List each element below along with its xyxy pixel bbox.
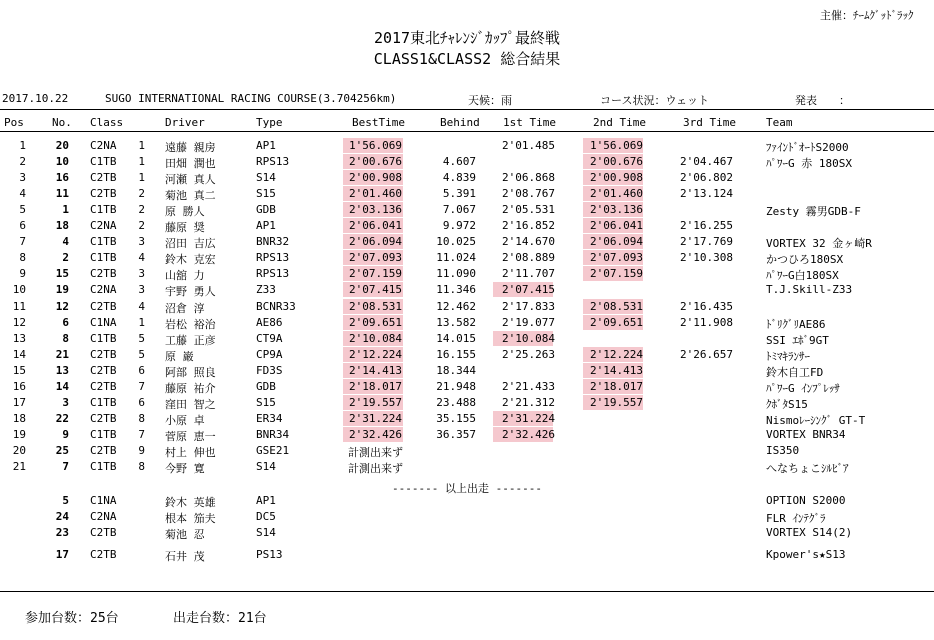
pos-cell: 7 <box>19 235 26 248</box>
type-cell: S15 <box>256 396 276 409</box>
driver-cell: 小原 卓 <box>165 414 205 427</box>
driver-cell: 宇野 勇人 <box>165 285 216 298</box>
pos-cell: 19 <box>12 428 26 441</box>
class-cell: C2TB <box>90 364 117 377</box>
third-time-cell: 2'13.124 <box>680 187 733 200</box>
first-time-cell: 2'07.415 <box>493 282 553 297</box>
first-time-cell <box>493 443 553 458</box>
first-time-cell: 2'08.889 <box>502 251 555 264</box>
best-time-cell: 2'31.224 <box>343 411 403 426</box>
team-cell: T.J.Skill-Z33 <box>766 283 853 296</box>
driver-cell: 菊池 忍 <box>165 528 205 541</box>
type-cell: AP1 <box>256 139 276 152</box>
team-cell: IS350 <box>766 444 800 457</box>
behind-cell: 11.024 <box>436 251 476 264</box>
car-number-cell: 25 <box>55 444 69 457</box>
team-cell: VORTEX 32 金ヶ崎R <box>766 237 872 250</box>
weather: 天候：雨 <box>468 94 512 107</box>
third-time-cell: 2'04.467 <box>680 155 733 168</box>
third-time-cell: 2'06.802 <box>680 171 733 184</box>
second-time-cell: 2'00.908 <box>583 170 643 185</box>
behind-cell: 12.462 <box>436 300 476 313</box>
car-number-cell: 15 <box>55 267 69 280</box>
car-number-cell: 1 <box>62 203 69 216</box>
second-time-cell <box>583 443 643 458</box>
first-time-cell: 2'11.707 <box>502 267 555 280</box>
driver-cell: 岩松 裕治 <box>165 318 216 331</box>
behind-cell: 9.972 <box>442 219 476 232</box>
second-time-cell: 2'12.224 <box>583 347 643 362</box>
header-no: No. <box>52 116 72 129</box>
pos-cell: 12 <box>12 316 26 329</box>
driver-cell: 菅原 恵一 <box>165 430 216 443</box>
car-number-cell: 6 <box>62 316 69 329</box>
team-cell: ﾌｧｲﾝﾄﾞｵｰﾄS2000 <box>766 141 849 154</box>
class-cell: C2NA <box>90 283 117 296</box>
pos-cell: 16 <box>12 380 26 393</box>
car-number-cell: 18 <box>55 219 69 232</box>
class-cell: C1TB <box>90 235 117 248</box>
pos-cell: 21 <box>12 460 26 473</box>
driver-cell: 田畑 潤也 <box>165 157 216 170</box>
third-time-cell: 2'17.769 <box>680 235 733 248</box>
second-time-cell: 2'19.557 <box>583 395 643 410</box>
team-cell: ﾊﾟﾜｰG ｲﾝﾌﾟﾚｯｻ <box>766 382 840 395</box>
car-number-cell: 17 <box>55 548 69 561</box>
type-cell: AP1 <box>256 219 276 232</box>
header-team: Team <box>766 116 793 129</box>
team-cell: ｸﾎﾞﾀS15 <box>766 398 808 411</box>
second-time-cell: 2'18.017 <box>583 379 643 394</box>
type-cell: S15 <box>256 187 276 200</box>
pos-cell: 2 <box>19 155 26 168</box>
second-time-cell <box>583 331 643 346</box>
first-time-cell: 2'08.767 <box>502 187 555 200</box>
team-cell: かつひろ180SX <box>766 253 844 266</box>
class-pos-cell: 1 <box>138 155 145 168</box>
car-number-cell: 20 <box>55 139 69 152</box>
announcement: 発表 ： <box>795 94 850 107</box>
team-cell: OPTION S2000 <box>766 494 846 507</box>
header-class: Class <box>90 116 124 129</box>
best-time-cell: 2'06.094 <box>343 234 403 249</box>
first-time-cell: 2'32.426 <box>493 427 553 442</box>
pos-cell: 13 <box>12 332 26 345</box>
class-cell: C1TB <box>90 251 117 264</box>
behind-cell: 4.607 <box>442 155 476 168</box>
team-cell: へなちょこｼﾙﾋﾞｱ <box>766 462 849 475</box>
class-cell: C1NA <box>90 494 117 507</box>
class-pos-cell: 3 <box>138 267 145 280</box>
car-number-cell: 8 <box>62 332 69 345</box>
car-number-cell: 5 <box>62 494 69 507</box>
first-time-cell: 2'16.852 <box>502 219 555 232</box>
class-cell: C2NA <box>90 510 117 523</box>
class-pos-cell: 4 <box>138 251 145 264</box>
behind-cell: 14.015 <box>436 332 476 345</box>
first-time-cell: 2'05.531 <box>502 203 555 216</box>
first-time-cell <box>493 363 553 378</box>
driver-cell: 藤原 奨 <box>165 221 205 234</box>
second-time-cell: 2'03.136 <box>583 202 643 217</box>
second-time-cell <box>583 459 643 474</box>
class-pos-cell: 2 <box>138 187 145 200</box>
team-cell: Nismoﾚｰｼﾝｸﾞ GT-T <box>766 414 866 427</box>
first-time-cell: 2'14.670 <box>502 235 555 248</box>
starters-separator: ------- 以上出走 ------- <box>392 482 542 495</box>
class-cell: C1NA <box>90 316 117 329</box>
second-time-cell <box>583 411 643 426</box>
car-number-cell: 10 <box>55 155 69 168</box>
course-condition: コース状況：ウェット <box>600 94 710 107</box>
team-cell: FLR ｲﾝﾃｸﾞﾗ <box>766 512 826 525</box>
best-time-cell: 1'56.069 <box>343 138 403 153</box>
car-number-cell: 9 <box>62 428 69 441</box>
driver-cell: 石井 茂 <box>165 550 205 563</box>
type-cell: AP1 <box>256 494 276 507</box>
first-time-cell <box>493 459 553 474</box>
second-time-cell: 2'07.159 <box>583 266 643 281</box>
class-cell: C1TB <box>90 332 117 345</box>
driver-cell: 今野 寛 <box>165 462 205 475</box>
car-number-cell: 16 <box>55 171 69 184</box>
pos-cell: 18 <box>12 412 26 425</box>
car-number-cell: 23 <box>55 526 69 539</box>
driver-cell: 藤原 祐介 <box>165 382 216 395</box>
team-cell: VORTEX S14(2) <box>766 526 853 539</box>
behind-cell: 16.155 <box>436 348 476 361</box>
header-best-time: BestTime <box>352 116 405 129</box>
class-pos-cell: 3 <box>138 235 145 248</box>
class-cell: C1TB <box>90 428 117 441</box>
third-time-cell: 2'26.657 <box>680 348 733 361</box>
driver-cell: 根本 笳夫 <box>165 512 216 525</box>
car-number-cell: 3 <box>62 396 69 409</box>
best-time-cell: 計測出来ず <box>348 446 403 459</box>
team-cell: 鈴木自工FD <box>766 366 824 379</box>
driver-cell: 阿部 照良 <box>165 366 216 379</box>
class-pos-cell: 8 <box>138 460 145 473</box>
behind-cell: 11.346 <box>436 283 476 296</box>
type-cell: BNR34 <box>256 428 290 441</box>
best-time-cell: 2'18.017 <box>343 379 403 394</box>
second-time-cell: 2'06.094 <box>583 234 643 249</box>
driver-cell: 鈴木 克宏 <box>165 253 216 266</box>
behind-cell: 11.090 <box>436 267 476 280</box>
first-time-cell: 2'21.433 <box>502 380 555 393</box>
best-time-cell: 2'12.224 <box>343 347 403 362</box>
driver-cell: 沼倉 淳 <box>165 302 205 315</box>
team-cell: ﾊﾟﾜｰG 赤 180SX <box>766 157 852 170</box>
class-cell: C2TB <box>90 526 117 539</box>
pos-cell: 3 <box>19 171 26 184</box>
event-title: 2017東北ﾁｬﾚﾝｼﾞｶｯﾌﾟ最終戦 <box>373 29 561 47</box>
type-cell: CT9A <box>256 332 283 345</box>
class-pos-cell: 2 <box>138 203 145 216</box>
class-cell: C2TB <box>90 187 117 200</box>
class-pos-cell: 5 <box>138 332 145 345</box>
behind-cell: 13.582 <box>436 316 476 329</box>
pos-cell: 15 <box>12 364 26 377</box>
behind-cell: 23.488 <box>436 396 476 409</box>
type-cell: RPS13 <box>256 155 290 168</box>
pos-cell: 6 <box>19 219 26 232</box>
car-number-cell: 7 <box>62 460 69 473</box>
pos-cell: 8 <box>19 251 26 264</box>
class-pos-cell: 7 <box>138 428 145 441</box>
class-pos-cell: 1 <box>138 171 145 184</box>
best-time-cell: 2'01.460 <box>343 186 403 201</box>
behind-cell: 35.155 <box>436 412 476 425</box>
header-1st-time: 1st Time <box>503 116 556 129</box>
header-2nd-time: 2nd Time <box>593 116 646 129</box>
class-pos-cell: 1 <box>138 139 145 152</box>
best-time-cell: 2'19.557 <box>343 395 403 410</box>
team-cell: SSI ｴﾎﾞ9GT <box>766 334 829 347</box>
best-time-cell: 2'14.413 <box>343 363 403 378</box>
best-time-cell: 2'07.093 <box>343 250 403 265</box>
class-cell: C1TB <box>90 203 117 216</box>
second-time-cell: 2'08.531 <box>583 299 643 314</box>
car-number-cell: 12 <box>55 300 69 313</box>
class-cell: C2TB <box>90 444 117 457</box>
best-time-cell: 計測出来ず <box>348 462 403 475</box>
top-rule <box>0 109 934 110</box>
class-pos-cell: 7 <box>138 380 145 393</box>
pos-cell: 1 <box>19 139 26 152</box>
best-time-cell: 2'09.651 <box>343 315 403 330</box>
type-cell: S14 <box>256 171 276 184</box>
type-cell: ER34 <box>256 412 283 425</box>
best-time-cell: 2'00.908 <box>343 170 403 185</box>
type-cell: DC5 <box>256 510 276 523</box>
pos-cell: 4 <box>19 187 26 200</box>
class-cell: C2TB <box>90 548 117 561</box>
best-time-cell: 2'07.415 <box>343 282 403 297</box>
class-pos-cell: 2 <box>138 219 145 232</box>
class-cell: C2TB <box>90 300 117 313</box>
race-date: 2017.10.22 <box>2 92 69 105</box>
team-cell: VORTEX BNR34 <box>766 428 846 441</box>
result-title: CLASS1&CLASS2 総合結果 <box>373 50 561 68</box>
first-time-cell: 2'01.485 <box>502 139 555 152</box>
driver-cell: 窪田 智之 <box>165 398 216 411</box>
behind-cell: 4.839 <box>442 171 476 184</box>
second-time-cell <box>583 282 643 297</box>
type-cell: GDB <box>256 380 276 393</box>
best-time-cell: 2'03.136 <box>343 202 403 217</box>
header-pos: Pos <box>4 116 24 129</box>
class-pos-cell: 3 <box>138 283 145 296</box>
starters-count: 出走台数：21台 <box>173 611 267 626</box>
header-rule <box>0 131 934 132</box>
organizer-text: 主催：ﾁｰﾑｸﾞｯﾄﾞﾗｯｸ <box>820 9 914 22</box>
driver-cell: 原 巌 <box>165 350 194 363</box>
type-cell: BNR32 <box>256 235 290 248</box>
type-cell: GDB <box>256 203 276 216</box>
best-time-cell: 2'08.531 <box>343 299 403 314</box>
header-driver: Driver <box>165 116 205 129</box>
type-cell: FD3S <box>256 364 283 377</box>
class-cell: C2NA <box>90 219 117 232</box>
third-time-cell: 2'10.308 <box>680 251 733 264</box>
first-time-cell <box>493 154 553 169</box>
third-time-cell: 2'16.255 <box>680 219 733 232</box>
class-pos-cell: 4 <box>138 300 145 313</box>
first-time-cell: 2'19.077 <box>502 316 555 329</box>
best-time-cell: 2'32.426 <box>343 427 403 442</box>
class-cell: C1TB <box>90 155 117 168</box>
class-pos-cell: 6 <box>138 364 145 377</box>
second-time-cell: 2'00.676 <box>583 154 643 169</box>
type-cell: RPS13 <box>256 267 290 280</box>
first-time-cell: 2'06.868 <box>502 171 555 184</box>
behind-cell: 5.391 <box>442 187 476 200</box>
header-behind: Behind <box>440 116 480 129</box>
class-pos-cell: 6 <box>138 396 145 409</box>
type-cell: AE86 <box>256 316 283 329</box>
team-cell: ﾊﾟﾜｰG白180SX <box>766 269 839 282</box>
class-pos-cell: 1 <box>138 316 145 329</box>
behind-cell: 36.357 <box>436 428 476 441</box>
driver-cell: 村上 伸也 <box>165 446 216 459</box>
car-number-cell: 2 <box>62 251 69 264</box>
behind-cell: 18.344 <box>436 364 476 377</box>
car-number-cell: 21 <box>55 348 69 361</box>
class-cell: C1TB <box>90 460 117 473</box>
third-time-cell: 2'11.908 <box>680 316 733 329</box>
team-cell: Zesty 霧男GDB-F <box>766 205 861 218</box>
class-pos-cell: 5 <box>138 348 145 361</box>
second-time-cell: 2'06.041 <box>583 218 643 233</box>
best-time-cell: 2'06.041 <box>343 218 403 233</box>
team-cell: ﾄﾞﾘｸﾞﾘAE86 <box>766 318 826 331</box>
type-cell: PS13 <box>256 548 283 561</box>
class-cell: C2TB <box>90 267 117 280</box>
pos-cell: 17 <box>12 396 26 409</box>
behind-cell: 7.067 <box>442 203 476 216</box>
car-number-cell: 24 <box>55 510 69 523</box>
class-cell: C1TB <box>90 396 117 409</box>
pos-cell: 5 <box>19 203 26 216</box>
team-cell: ﾄﾐﾏｷﾗﾝｻｰ <box>766 350 810 363</box>
pos-cell: 11 <box>12 300 26 313</box>
driver-cell: 遠藤 親房 <box>165 141 216 154</box>
second-time-cell: 2'01.460 <box>583 186 643 201</box>
driver-cell: 河瀬 真人 <box>165 173 216 186</box>
first-time-cell: 2'25.263 <box>502 348 555 361</box>
second-time-cell: 2'09.651 <box>583 315 643 330</box>
car-number-cell: 19 <box>55 283 69 296</box>
second-time-cell <box>583 427 643 442</box>
class-cell: C2TB <box>90 380 117 393</box>
class-cell: C2TB <box>90 348 117 361</box>
car-number-cell: 13 <box>55 364 69 377</box>
car-number-cell: 14 <box>55 380 69 393</box>
type-cell: Z33 <box>256 283 276 296</box>
first-time-cell: 2'21.312 <box>502 396 555 409</box>
course-name: SUGO INTERNATIONAL RACING COURSE(3.704256km) <box>105 92 397 105</box>
type-cell: S14 <box>256 526 276 539</box>
driver-cell: 山舘 力 <box>165 269 205 282</box>
car-number-cell: 22 <box>55 412 69 425</box>
class-pos-cell: 8 <box>138 412 145 425</box>
driver-cell: 鈴木 英雄 <box>165 496 216 509</box>
first-time-cell: 2'17.833 <box>502 300 555 313</box>
class-cell: C2NA <box>90 139 117 152</box>
type-cell: GSE21 <box>256 444 290 457</box>
pos-cell: 20 <box>12 444 26 457</box>
third-time-cell: 2'16.435 <box>680 300 733 313</box>
first-time-cell: 2'10.084 <box>493 331 553 346</box>
behind-cell: 21.948 <box>436 380 476 393</box>
pos-cell: 9 <box>19 267 26 280</box>
best-time-cell: 2'10.084 <box>343 331 403 346</box>
type-cell: S14 <box>256 460 276 473</box>
driver-cell: 菊池 真二 <box>165 189 216 202</box>
type-cell: RPS13 <box>256 251 290 264</box>
second-time-cell: 1'56.069 <box>583 138 643 153</box>
class-pos-cell: 9 <box>138 444 145 457</box>
second-time-cell: 2'14.413 <box>583 363 643 378</box>
car-number-cell: 11 <box>55 187 69 200</box>
driver-cell: 工藤 正彦 <box>165 334 216 347</box>
driver-cell: 原 勝人 <box>165 205 205 218</box>
entries-count: 参加台数：25台 <box>25 611 119 626</box>
car-number-cell: 4 <box>62 235 69 248</box>
type-cell: BCNR33 <box>256 300 296 313</box>
team-cell: Kpower's★S13 <box>766 548 846 561</box>
pos-cell: 14 <box>12 348 26 361</box>
class-cell: C2TB <box>90 412 117 425</box>
best-time-cell: 2'07.159 <box>343 266 403 281</box>
header-3rd-time: 3rd Time <box>683 116 736 129</box>
behind-cell: 10.025 <box>436 235 476 248</box>
type-cell: CP9A <box>256 348 283 361</box>
driver-cell: 沼田 吉広 <box>165 237 216 250</box>
first-time-cell: 2'31.224 <box>493 411 553 426</box>
header-type: Type <box>256 116 283 129</box>
best-time-cell: 2'00.676 <box>343 154 403 169</box>
footer-rule <box>0 591 934 592</box>
pos-cell: 10 <box>12 283 26 296</box>
class-cell: C2TB <box>90 171 117 184</box>
second-time-cell: 2'07.093 <box>583 250 643 265</box>
